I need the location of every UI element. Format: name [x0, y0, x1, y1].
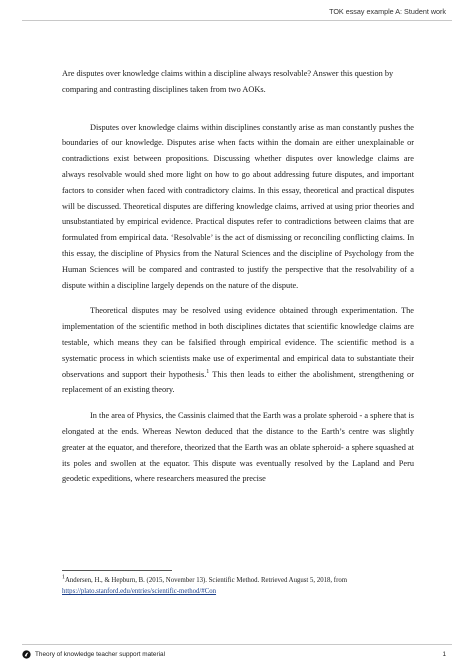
- footer-divider: [22, 644, 452, 645]
- page-footer: [22, 650, 452, 662]
- ib-logo-icon: [22, 650, 31, 659]
- theoretical-disputes-paragraph: [62, 303, 414, 398]
- running-header: TOK essay example A: Student work: [329, 7, 446, 16]
- footnote-link[interactable]: https://plato.stanford.edu/entries/scientific-method/#Con: [62, 588, 217, 595]
- footnote-divider: [62, 570, 172, 571]
- header-divider: [22, 20, 452, 21]
- footnote-reference[interactable]: 1: [206, 368, 210, 375]
- footer-title: Theory of knowledge teacher support material: [35, 651, 166, 658]
- footnote: [62, 575, 414, 597]
- physics-example-paragraph: In the area of Physics, the Cassinis claimed that the Earth was a prolate spheroid - a sphere that is elongated at the ends. Whereas Newton deduced that the distance to the Earth’s centre was slightly greater at the equator, and therefore, theorized that the Earth was an oblate spheroid- a sphere squashed at its poles and swollen at the equator. This dispute was eventually resolved by the Lapland and Peru geodetic expeditions, where researchers measured the precise: [62, 411, 414, 484]
- paragraph-text-continued: This then leads to either the abolishment, strengthening or replacement of an existing theory.: [62, 369, 414, 395]
- essay-body: [62, 66, 414, 497]
- footnote-citation: Andersen, H., & Hepburn, B. (2015, November 13). Scientific Method. Retrieved August 5, 2018, from: [65, 577, 348, 584]
- paragraph-text: Theoretical disputes may be resolved using evidence obtained through experimentation. The implementation of the scientific method in both disciplines dictates that scientific knowledge claims are testable, which means they can be falsified through empirical evidence. The scientific method is a systematic process in which scientists make use of experimental and empirical data to substantiate their observations and support their hypothesis.: [62, 306, 414, 379]
- footnote-marker: 1: [62, 574, 65, 581]
- page-number: 1: [442, 651, 446, 658]
- essay-question: Are disputes over knowledge claims within a discipline always resolvable? Answer this question by comparing and contrasting disciplines taken from two AOKs.: [62, 69, 394, 94]
- intro-paragraph: Disputes over knowledge claims within disciplines constantly arise as man constantly pushes the boundaries of our knowledge. Disputes arise when facts within the domain are either unexplainable or contradictions exist between propositions. Discussing whether disputes over knowledge claims are always resolvable would shed more light on how to go about addressing future disputes, and important factors to consider when faced with contradictory claims. In this essay, theoretical and practical disputes will be discussed. Theoretical disputes are differing knowledge claims, arrived at using prior theories and unsubstantiated by empirical evidence. Practical disputes refer to contradictions between claims that are formulated from empirical data. ‘Resolvable’ is the act of dismissing or reconciling conflicting claims. In this essay, the discipline of Physics from the Natural Sciences and the discipline of Psychology from the Human Sciences will be compared and contrasted to justify the perspective that the resolvability of a dispute within a discipline largely depends on the nature of the dispute.: [62, 122, 414, 290]
